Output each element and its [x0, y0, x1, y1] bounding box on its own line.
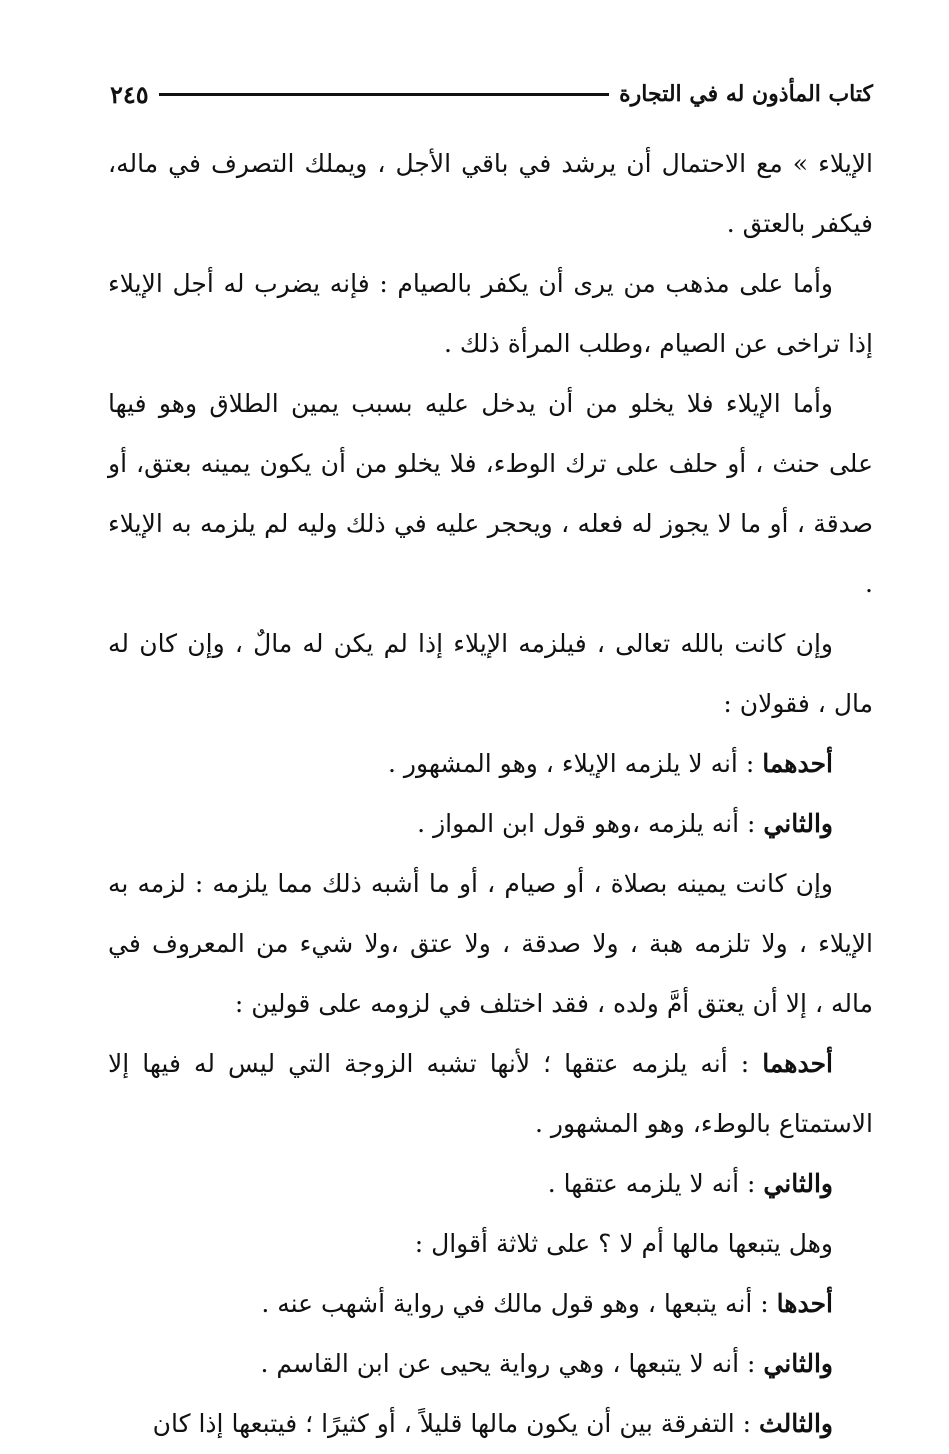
- opinion-item: [108, 1154, 873, 1214]
- paragraph-text: وأما الإيلاء فلا يخلو من أن يدخل عليه بسبب يمين الطلاق وهو فيها على حنث ، أو حلف على ترك الوطء، فلا يخلو من أن يكون يمينه بعتق، أو صدقة ، أو ما لا يجوز له فعله ، ويحجر عليه في ذلك وليه لم يلزمه به الإيلاء .: [108, 389, 873, 598]
- opinion-text: : أنه يلزمه ،وهو قول ابن المواز .: [417, 809, 756, 838]
- paragraph-text: وإن كانت يمينه بصلاة ، أو صيام ، أو ما أشبه ذلك مما يلزمه : لزمه به الإيلاء ، ولا تلزمه هبة ، ولا صدقة ، ولا عتق ،ولا شيء من المعروف في ماله ، إلا أن يعتق أمَّ ولده ، فقد اختلف في لزومه على قولين :: [108, 869, 873, 1018]
- paragraph: [108, 134, 873, 254]
- header-rule: [159, 93, 609, 96]
- opinion-item: [108, 1274, 873, 1334]
- paragraph: [108, 374, 873, 614]
- opinion-text: : التفرقة بين أن يكون مالها قليلاً ، أو كثيرًا ؛ فيتبعها إذا كان: [152, 1409, 752, 1438]
- opinion-text: : أنه لا يلزمه الإيلاء ، وهو المشهور .: [388, 749, 755, 778]
- paragraph-text: وهل يتبعها مالها أم لا ؟ على ثلاثة أقوال :: [414, 1229, 833, 1258]
- opinion-label: والثالث: [759, 1409, 833, 1438]
- opinion-text: : أنه لا يلزمه عتقها .: [547, 1169, 756, 1198]
- opinion-item: [108, 1394, 873, 1454]
- paragraph: [108, 614, 873, 734]
- opinion-label: أحدها: [776, 1289, 833, 1318]
- running-title: كتاب المأذون له في التجارة: [619, 81, 873, 107]
- opinion-label: والثاني: [763, 1349, 833, 1378]
- paragraph: [108, 854, 873, 1034]
- running-header: [110, 72, 873, 116]
- opinion-label: أحدهما: [762, 1049, 833, 1078]
- paragraph-text: الإيلاء » مع الاحتمال أن يرشد في باقي الأجل ، ويملك التصرف في ماله، فيكفر بالعتق .: [108, 149, 873, 238]
- paragraph-text: وأما على مذهب من يرى أن يكفر بالصيام : فإنه يضرب له أجل الإيلاء إذا تراخى عن الصيام ،وطلب المرأة ذلك .: [108, 269, 873, 358]
- opinion-label: أحدهما: [762, 749, 833, 778]
- paragraph-text: وإن كانت بالله تعالى ، فيلزمه الإيلاء إذا لم يكن له مالٌ ، وإن كان له مال ، فقولان :: [108, 629, 873, 718]
- opinion-text: : أنه لا يتبعها ، وهي رواية يحيى عن ابن القاسم .: [260, 1349, 756, 1378]
- opinion-item: [108, 794, 873, 854]
- opinion-item: [108, 1334, 873, 1394]
- opinion-label: والثاني: [763, 809, 833, 838]
- opinion-label: والثاني: [763, 1169, 833, 1198]
- paragraph: [108, 1214, 873, 1274]
- page-number: ٢٤٥: [110, 79, 149, 109]
- opinion-text: : أنه يلزمه عتقها ؛ لأنها تشبه الزوجة التي ليس له فيها إلا الاستمتاع بالوطء، وهو المشهور .: [108, 1049, 873, 1138]
- paragraph: [108, 254, 873, 374]
- opinion-item: [108, 734, 873, 794]
- opinion-item: [108, 1034, 873, 1154]
- body-text: [108, 134, 873, 1454]
- opinion-text: : أنه يتبعها ، وهو قول مالك في رواية أشهب عنه .: [261, 1289, 769, 1318]
